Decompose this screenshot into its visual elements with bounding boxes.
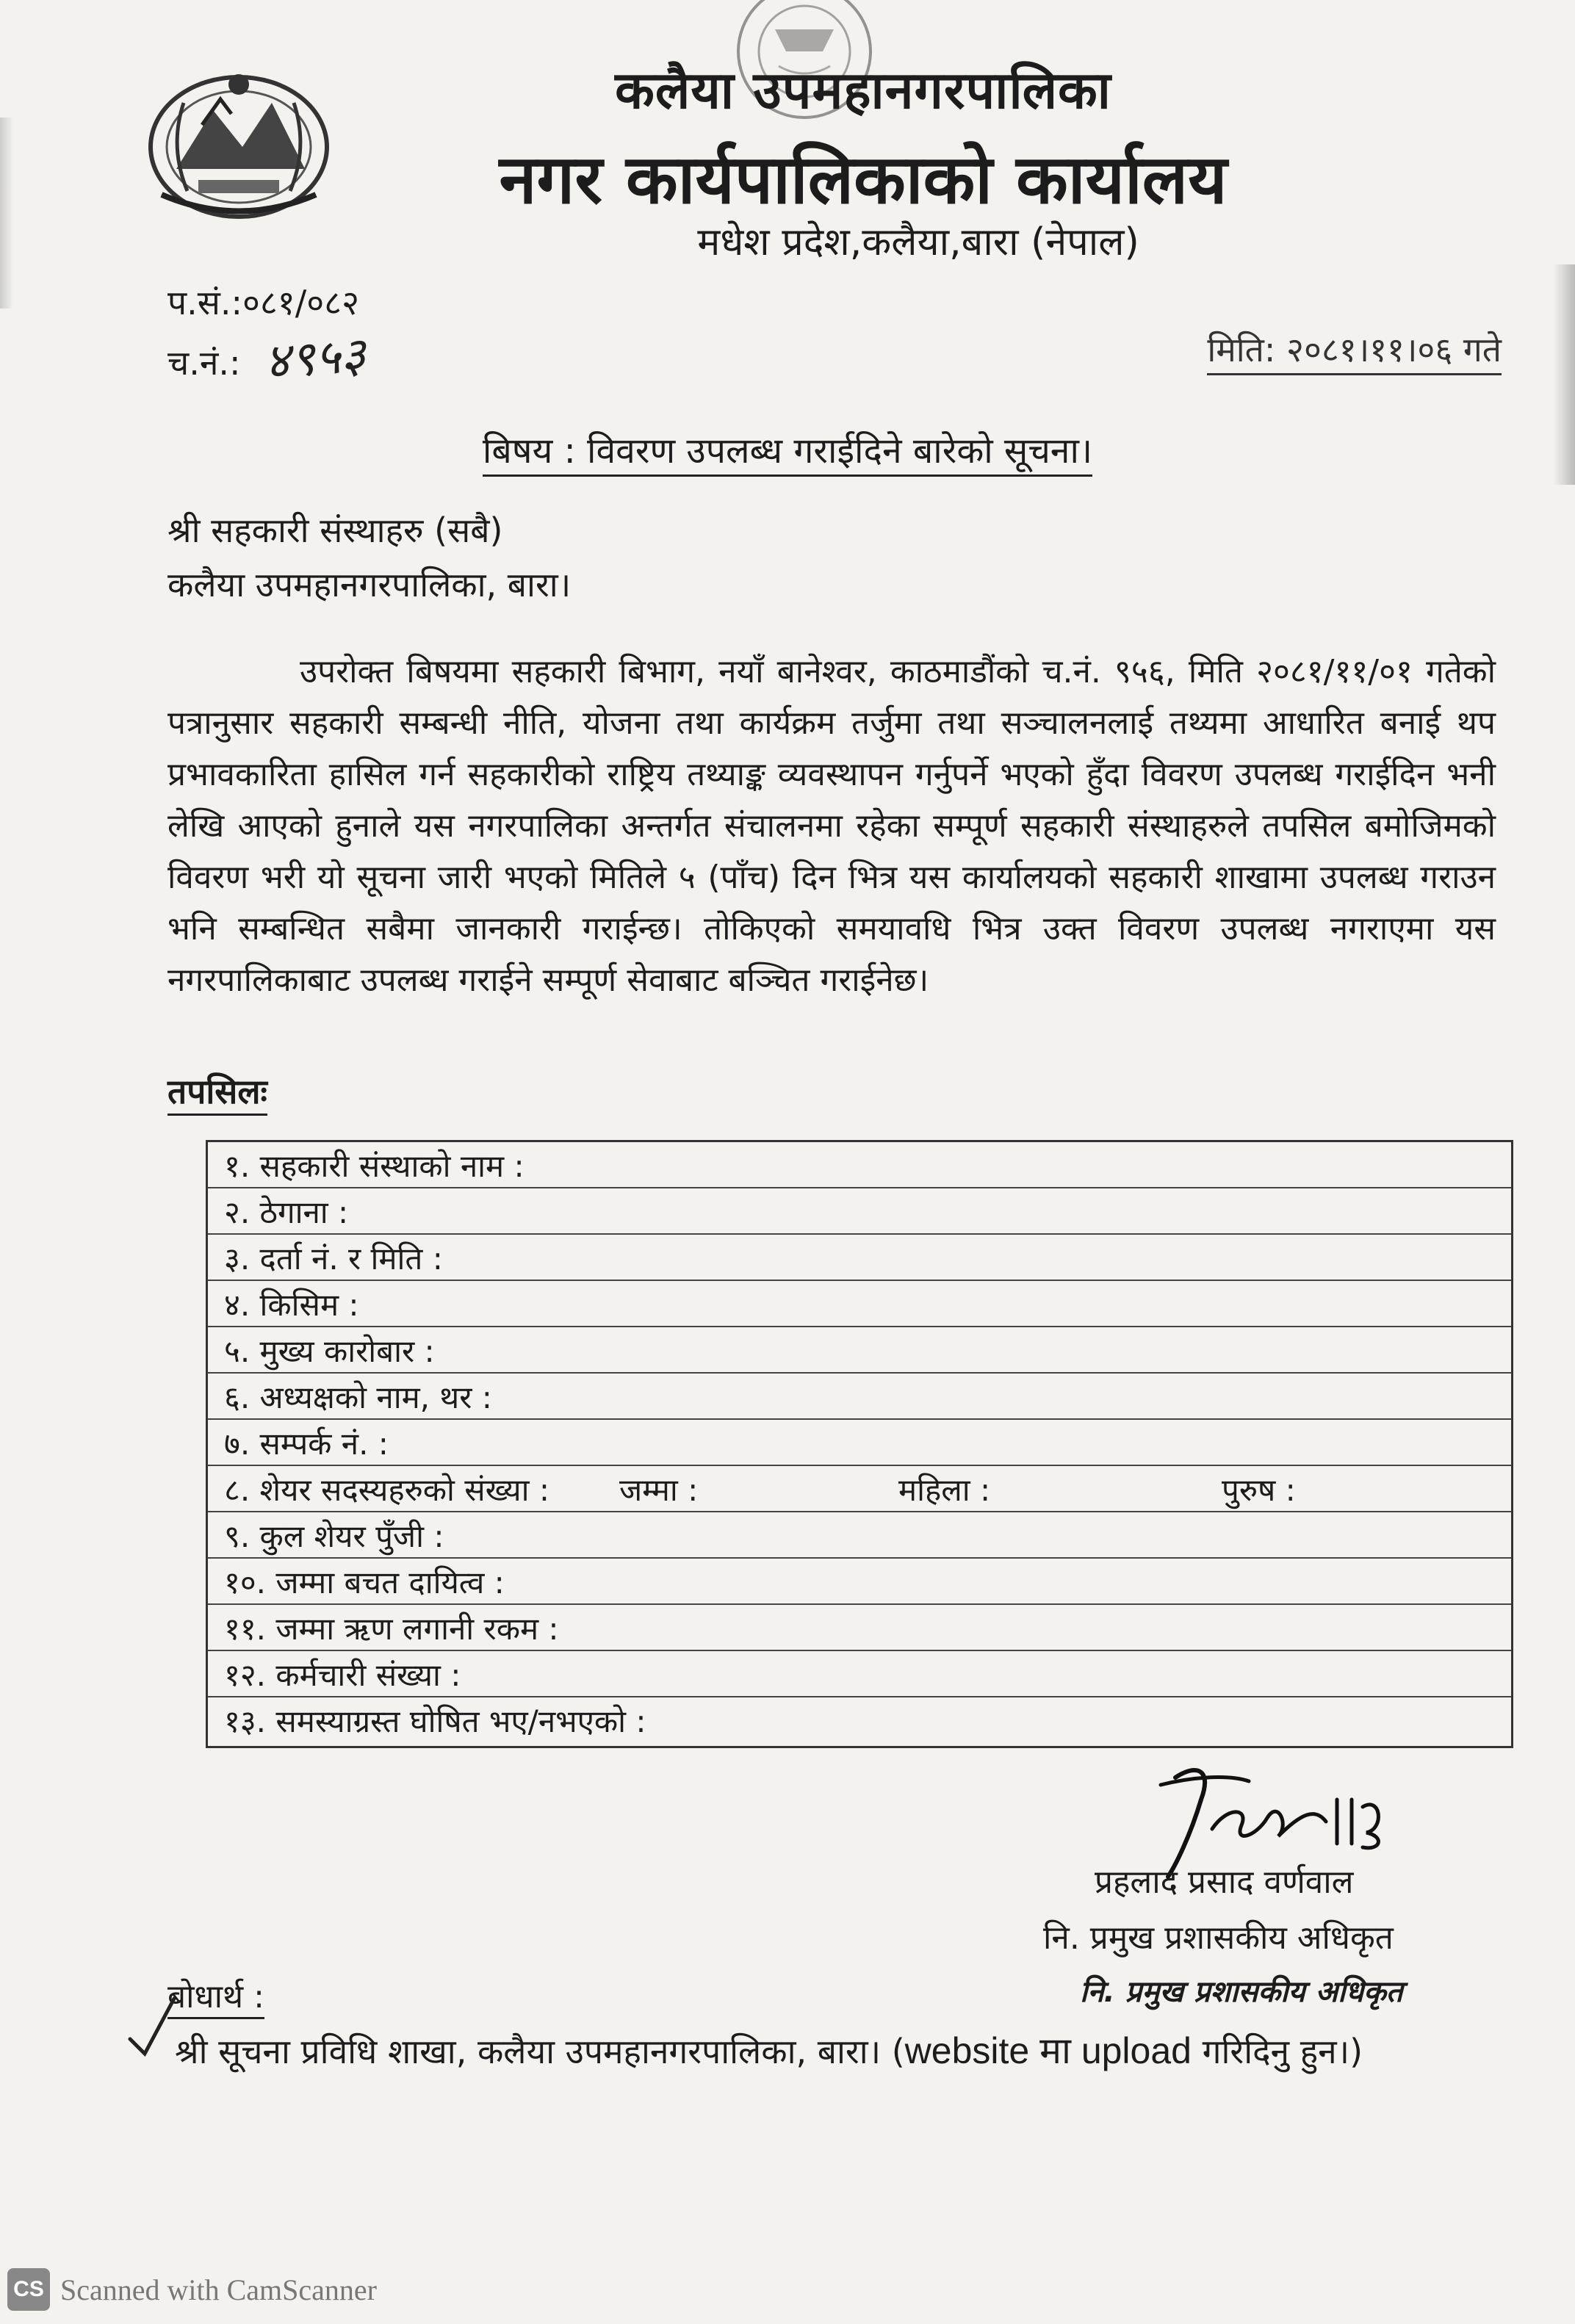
cn-handwritten-value: ४९५३ [262,326,368,390]
table-row [208,1327,1511,1374]
row-label: १०. जम्मा बचत दायित्व : [224,1565,505,1601]
table-row [208,1420,1511,1466]
office-address: मधेश प्रदेश,कलैया,बारा (नेपाल) [697,220,1139,264]
cc-text-latin: website मा upload [904,2030,1192,2071]
camscanner-logo-icon: CS [7,2268,50,2311]
cc-text-devanagari: श्री सूचना प्रविधि शाखा, कलैया उपमहानगरपालिका, बारा। ( [175,2032,905,2071]
letter-body: उपरोक्त बिषयमा सहकारी बिभाग, नयाँ बानेश्वर, काठमाडौंको च.नं. ९५६, मिति २०८१/११/०१ गतेको पत्रानुसार सहकारी सम्बन्धी नीति, योजना तथा कार्यक्रम तर्जुमा तथा सञ्चालनलाई तथ्यमा आधारित बनाई थप प्रभावकारिता हासिल गर्न सहकारीको राष्ट्रिय तथ्याङ्क व्यवस्थापन गर्नुपर्ने भएको हुँदा विवरण उपलब्ध गराईदिन भनी लेखि आएको हुनाले यस नगरपालिका अन्तर्गत संचालनमा रहेका सम्पूर्ण सहकारी संस्थाहरुले तपसिल बमोजिमको विवरण भरी यो सूचना जारी भएको मितिले ५ (पाँच) दिन भित्र यस कार्यालयको सहकारी शाखामा उपलब्ध गराउन भनि सम्बन्धित सबैमा जानकारी गराईन्छ। तोकिएको समयावधि भित्र उक्त विवरण उपलब्ध नगराएमा यस नगरपालिकाबाट उपलब्ध गराईने सम्पूर्ण सेवाबाट बञ्चित गराईनेछ। [167,653,1496,999]
scanner-text: Scanned with CamScanner [60,2273,377,2306]
row-label: ७. सम्पर्क नं. : [224,1426,389,1462]
row-label: १. सहकारी संस्थाको नाम : [224,1148,525,1184]
signatory-title: नि. प्रमुख प्रशासकीय अधिकृत [1043,1919,1394,1957]
row-label: २. ठेगाना : [224,1194,349,1230]
signatory-name: प्रहलाद प्रसाद वर्णवाल [1095,1863,1354,1901]
letter-cn-number [167,323,368,390]
cc-recipient [175,2024,1363,2074]
signatory-stamp-title: नि. प्रमुख प्रशासकीय अधिकृत [1080,1975,1403,2009]
share-members-male: पुरुष : [1222,1472,1296,1508]
letter-date: मिति: २०८१।११।०६ गते [1207,326,1502,375]
cn-label: च.नं.: [167,343,241,383]
page-edge-shadow-left [0,118,13,308]
subject-text: बिषय : विवरण उपलब्ध गराईदिने बारेको सूचना। [483,430,1092,477]
table-row [208,1605,1511,1651]
row-label: ८. शेयर सदस्यहरुको संख्या : [224,1472,549,1508]
table-row [208,1651,1511,1697]
share-members-female: महिला : [898,1472,991,1508]
table-row [208,1466,1511,1512]
table-row [208,1559,1511,1605]
row-label: १२. कर्मचारी संख्या : [224,1657,461,1693]
row-label: ६. अध्यक्षको नाम, थर : [224,1379,492,1415]
details-table [206,1140,1513,1748]
row-label: ४. किसिम : [224,1287,359,1323]
office-name: नगर कार्यपालिकाको कार्यालय [499,140,1228,219]
tapsil-heading: तपसिलः [167,1068,267,1116]
table-row [208,1235,1511,1281]
scanner-watermark [7,2267,377,2312]
municipality-name: कलैया उपमहानगरपालिका [615,60,1111,120]
row-label: ३. दर्ता नं. र मिति : [224,1241,443,1277]
table-row [208,1188,1511,1235]
table-row [208,1374,1511,1420]
recipient-line-2: कलैया उपमहानगरपालिका, बारा। [167,565,572,605]
nepal-emblem-icon [132,59,345,228]
table-row [208,1512,1511,1559]
table-row [208,1697,1511,1744]
recipient-line-1: श्री सहकारी संस्थाहरु (सबै) [167,510,503,550]
letter-subject [0,426,1575,474]
row-label: ११. जम्मा ऋण लगानी रकम : [224,1611,559,1647]
letter-ps-number: प.सं.:०८१/०८२ [167,283,359,322]
cc-label: बोधार्थ : [167,1973,264,2019]
check-mark-icon [126,1995,178,2061]
row-label: ५. मुख्य कारोबार : [224,1333,435,1369]
table-row [208,1142,1511,1188]
row-label: ९. कुल शेयर पुँजी : [224,1518,444,1554]
cc-text-end: गरिदिनु हुन।) [1191,2032,1363,2071]
share-members-total: जम्मा : [619,1472,699,1508]
row-label: १३. समस्याग्रस्त घोषित भए/नभएको : [224,1703,646,1739]
table-row [208,1281,1511,1327]
